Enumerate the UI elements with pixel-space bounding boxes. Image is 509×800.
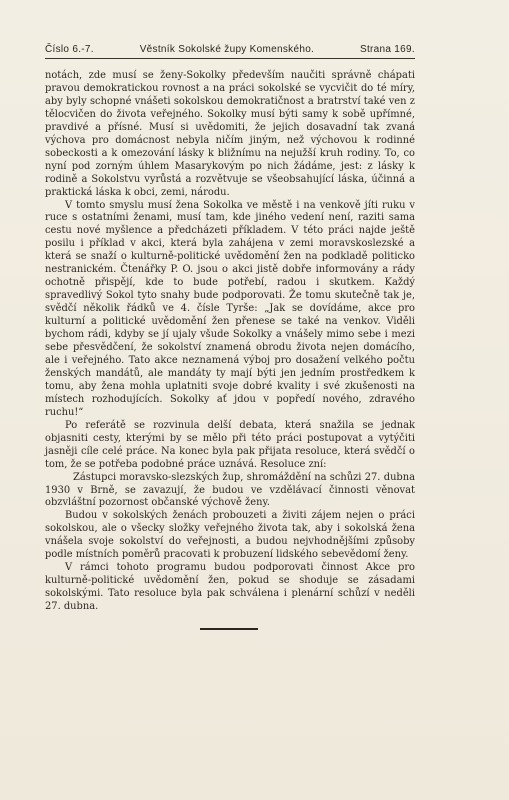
resolution-paragraph-2: Budou v sokolských ženách probouzeti a živiti zájem nejen o práci sokolskou, ale o všecky složky veřejného života tak, aby i sokolská žena vnášela svoje sokolství do veřejnosti, a budou nejvhodnějšími způsoby podle místních poměrů pracovati k probuzení lidského sebevědomí ženy. — [45, 510, 415, 561]
paragraph-1: notách, zde musí se ženy-Sokolky především naučiti správně chápati pravou demokratickou rovnost a na práci sokolské se vycvičit do té míry, aby byly schopné vnášeti sokolskou demokratičnost a bratrství také ven z tělocvičen do života veřejného. Sokolky musí býti samy k sobě upřímné, pravdivé a přísné. Musí si uvědomiti, že jejich dosavadní tak zvaná výchova pro domácnost nebyla ničím jiným, než výchovou k rodinné sobeckosti a k omezování lásky k bližnímu na nejužší kruh rodiny. To, co nyní pod zorným úhlem Masarykovým po nich žádáme, jest: z lásky k rodině a Sokolstvu vyrůstá a rozvětvuje se všeobsahující láska, účinná a praktická láska k obci, zemi, národu. — [45, 70, 415, 198]
article-body — [45, 70, 415, 614]
header-rule — [45, 58, 415, 59]
paragraph-2: V tomto smyslu musí žena Sokolka ve městě i na venkově jíti ruku v ruce s ostatními ženami, musí tam, kde jiného vedení není, raziti sama cestu nové myšlence a předcházeti příkladem. V této práci najde ještě posilu i příklad v akci, která byla zahájena v zemi moravskoslezské a která se snaží o kulturně-politické uvědomění žen na podkladě politicko nestranickém. Čtenářky P. O. jsou o akci jistě dobře informovány a rády ochotně přispějí, kde to bude potřebí, radou i skutkem. Každý spravedlivý Sokol tyto snahy bude podporovati. Že tomu skutečně tak je, svědčí několik řádků ve 4. čísle Tyrše: „Jak se dovídáme, akce pro kulturní a politické uvědomění žen přenese se také na venkov. Viděli bychom rádi, kdyby se jí ujaly všude Sokolky a vnášely mimo sebe i mezi sebe přesvědčení, že sokolství znamená obrodu života nejen domácího, ale i veřejného. Tato akce neznamená výboj pro dosažení velkého počtu ženských mandátů, ale mandáty ty mají býti jen jedním prostředkem k tomu, aby žena mohla uplatniti svoje dobré kvality i své zkušenosti na místech rozhodujících. Sokolky ať jdou v popředí nového, zdravého ruchu!“ — [45, 199, 415, 418]
running-header — [45, 44, 415, 55]
resolution-paragraph-1: Zástupci moravsko-slezských žup, shromáždění na schůzi 27. dubna 1930 v Brně, se zavazují, že budou ve vzdělávací činnosti věnovat obzvláštní pozornost občanské výchově ženy. — [45, 471, 415, 509]
issue-number: Číslo 6.-7. — [45, 44, 94, 55]
journal-title: Věstník Sokolské župy Komenského. — [139, 44, 315, 55]
paragraph-3: Po referátě se rozvinula delší debata, která snažila se jednak objasniti cesty, kterými by se mělo při této práci postupovat a vytýčiti jasněji cíle celé práce. Na konec byla pak přijata resoluce, která svědčí o tom, že se potřeba podobné práce uznává. Resoluce zní: — [45, 419, 415, 470]
resolution-paragraph-3: V rámci tohoto programu budou podporovati činnost Akce pro kulturně-politické uvědomění žen, pokud se shoduje se zásadami sokolskými. Tato resoluce byla pak schválena i plenární schůzí v neděli 27. dubna. — [45, 562, 415, 613]
page-number: Strana 169. — [359, 44, 415, 55]
end-rule — [200, 628, 258, 630]
